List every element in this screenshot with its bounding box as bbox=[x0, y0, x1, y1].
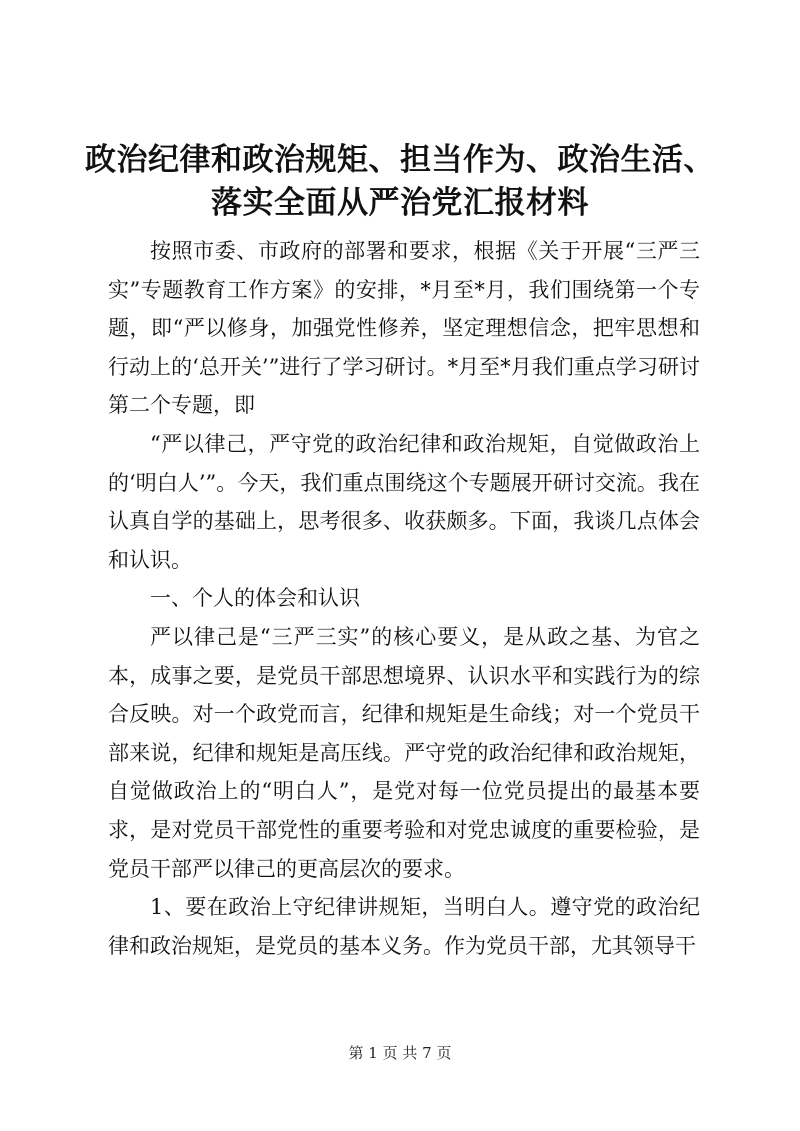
paragraph-intro: 按照市委、市政府的部署和要求，根据《关于开展“三严三实”专题教育工作方案》的安排，*月至*月，我们围绕第一个专题，即“严以修身，加强党性修养，坚定理想信念，把牢思想和行动上的‘总开关’”进行了学习研讨。*月至*月我们重点学习研讨第二个专题，即 bbox=[108, 239, 700, 418]
section-heading: 一、个人的体会和认识 bbox=[150, 586, 360, 611]
paragraph-core-meaning: 严以律己是“三严三实”的核心要义，是从政之基、为官之本，成事之要，是党员干部思想境界、认识水平和实践行为的综合反映。对一个政党而言，纪律和规矩是生命线；对一个党员干部来说，纪律和规矩是高压线。严守党的政治纪律和政治规矩，自觉做政治上的“明白人”，是党对每一位党员提出的最基本要求，是对党员干部党性的重要考验和对党忠诚度的重要检验，是党员干部严以律己的更高层次的要求。 bbox=[108, 624, 700, 881]
page-footer: 第 1 页 共 7 页 bbox=[348, 1044, 452, 1062]
document-title-line-1: 政治纪律和政治规矩、担当作为、政治生活、 bbox=[85, 142, 715, 178]
document-title-line-2: 落实全面从严治党汇报材料 bbox=[211, 185, 589, 221]
document-body bbox=[108, 232, 700, 965]
paragraph-second-topic: “严以律己，严守党的政治纪律和政治规矩，自觉做政治上的‘明白人’”。今天，我们重点围绕这个专题展开研讨交流。我在认真自学的基础上，思考很多、收获颇多。下面，我谈几点体会和认识。 bbox=[108, 431, 700, 572]
paragraph-point-1: 1、要在政治上守纪律讲规矩，当明白人。遵守党的政治纪律和政治规矩，是党员的基本义务。作为党员干部，尤其领导干 bbox=[108, 895, 700, 958]
